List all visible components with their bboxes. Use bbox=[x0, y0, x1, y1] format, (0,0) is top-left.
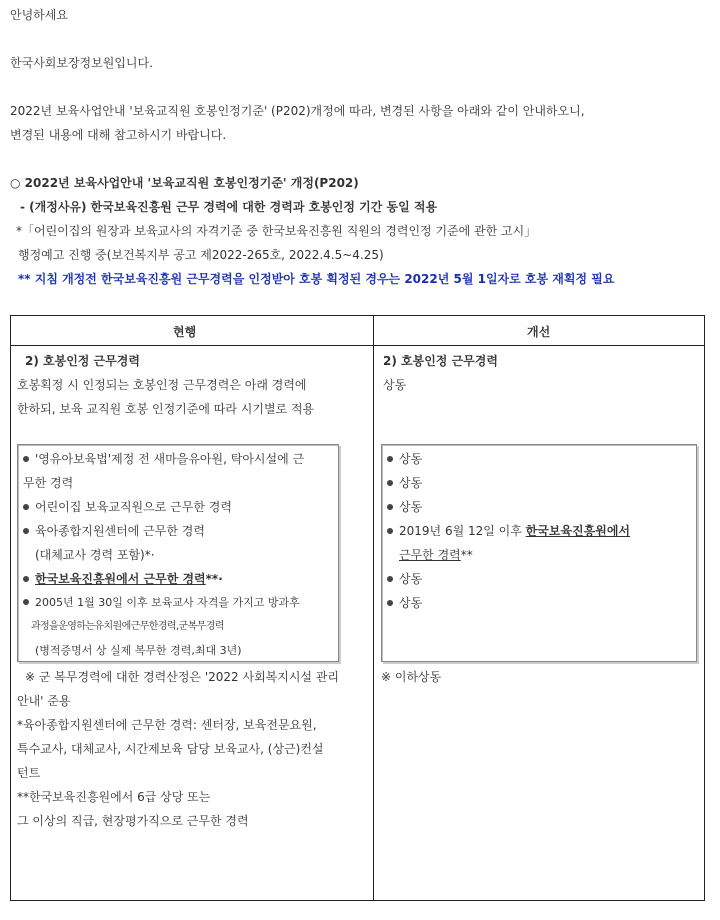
current-desc-line1: 호봉획정 시 인정되는 호봉인정 근무경력은 아래 경력에 bbox=[17, 378, 307, 392]
current-item-5: 2005년 1월 30일 이후 보육교사 자격을 가지고 방과후 bbox=[23, 595, 300, 611]
current-note-1: ※ 군 복무경력에 대한 경력산정은 '2022 사회복지시설 관리 bbox=[25, 670, 340, 684]
current-note-3: **한국보육진흥원에서 6급 상당 또는 bbox=[17, 790, 211, 804]
bullet-icon bbox=[23, 528, 29, 534]
column-divider bbox=[373, 316, 374, 900]
current-section-title: 2) 호봉인정 근무경력 bbox=[25, 354, 140, 368]
improved-criteria-box bbox=[381, 444, 697, 662]
current-note-3-cont: 그 이상의 직급, 현장평가직으로 근무한 경력 bbox=[17, 814, 249, 828]
improved-section-title: 2) 호봉인정 근무경력 bbox=[383, 354, 498, 368]
current-note-1-cont: 안내' 준용 bbox=[17, 694, 71, 708]
notice-title: ○ 2022년 보육사업안내 '보육교직원 호봉인정기준' 개정(P202) bbox=[10, 176, 359, 190]
current-item-3-cont: (대체교사 경력 포함)*· bbox=[35, 548, 155, 562]
current-note-2: *육아종합지원센터에 근무한 경력: 센터장, 보육전문요원, bbox=[17, 718, 317, 732]
current-item-5-cont1: 과정을운영하는유치원에근무한경력,군복무경력 bbox=[31, 621, 224, 632]
current-note-2-cont2: 턴트 bbox=[17, 766, 41, 780]
bullet-icon bbox=[387, 528, 393, 534]
notice-reason: - (개정사유) 한국보육진흥원 근무 경력에 대한 경력과 호봉인정 기간 동일 적용 bbox=[20, 200, 438, 214]
header-current: 현행 bbox=[173, 325, 197, 339]
current-item-3: 육아종합지원센터에 근무한 경력 bbox=[23, 523, 205, 539]
bullet-icon bbox=[23, 576, 29, 582]
current-item-5-cont2: (병적증명서 상 실제 복무한 경력,최대 3년) bbox=[35, 644, 242, 657]
bullet-icon bbox=[387, 576, 393, 582]
improved-same-text: 상동 bbox=[383, 378, 407, 392]
bullet-icon bbox=[387, 456, 393, 462]
improved-item-5: 상동 bbox=[387, 571, 422, 587]
current-desc-line2: 한하되, 보육 교직원 호봉 인정기준에 따라 시기별로 적용 bbox=[17, 402, 315, 416]
header-improved: 개선 bbox=[527, 325, 551, 339]
notice-reference-line1: *「어린이집의 원장과 보육교사의 자격기준 중 한국보육진흥원 직원의 경력인정 기준에 관한 고시」 bbox=[16, 224, 537, 238]
current-item-2: 어린이집 보육교직원으로 근무한 경력 bbox=[23, 499, 232, 515]
comparison-table bbox=[10, 315, 705, 901]
improved-note: ※ 이하상동 bbox=[381, 670, 442, 684]
current-criteria-box bbox=[17, 444, 339, 662]
current-item-1: '영유아보육법'제정 전 새마을유아원, 탁아시설에 근 bbox=[23, 451, 304, 467]
notice-reference-line2: 행정예고 진행 중(보건복지부 공고 제2022-265호, 2022.4.5~4.25) bbox=[18, 248, 384, 262]
improved-item-6: 상동 bbox=[387, 595, 422, 611]
current-note-2-cont1: 특수교사, 대체교사, 시간제보육 담당 보육교사, (상근)컨설 bbox=[17, 742, 324, 756]
bullet-icon bbox=[23, 599, 29, 605]
current-item-4: 한국보육진흥원에서 근무한 경력**· bbox=[23, 571, 223, 587]
bullet-icon bbox=[387, 504, 393, 510]
improved-item-2: 상동 bbox=[387, 475, 422, 491]
improved-item-1: 상동 bbox=[387, 451, 422, 467]
bullet-icon bbox=[387, 600, 393, 606]
intro-paragraph-line2: 변경된 내용에 대해 참고하시기 바랍니다. bbox=[10, 128, 227, 142]
intro-paragraph-line1: 2022년 보육사업안내 '보육교직원 호봉인정기준' (P202)개정에 따라, 변경된 사항을 아래와 같이 안내하오니, bbox=[10, 104, 585, 118]
improved-item-3: 상동 bbox=[387, 499, 422, 515]
bullet-icon bbox=[23, 504, 29, 510]
bullet-icon bbox=[23, 456, 29, 462]
greeting: 안녕하세요 bbox=[10, 8, 68, 22]
org-intro: 한국사회보장정보원입니다. bbox=[10, 56, 153, 70]
current-item-1-cont: 무한 경력 bbox=[23, 476, 74, 490]
header-divider bbox=[11, 345, 704, 346]
notice-highlight: ** 지침 개정전 한국보육진흥원 근무경력을 인정받아 호봉 획정된 경우는 2022년 5월 1일자로 호봉 재획정 필요 bbox=[18, 272, 615, 286]
improved-item-4-cont: 근무한 경력** bbox=[399, 548, 473, 562]
improved-item-4: 2019년 6월 12일 이후 한국보육진흥원에서 bbox=[387, 523, 630, 539]
bullet-icon bbox=[387, 480, 393, 486]
